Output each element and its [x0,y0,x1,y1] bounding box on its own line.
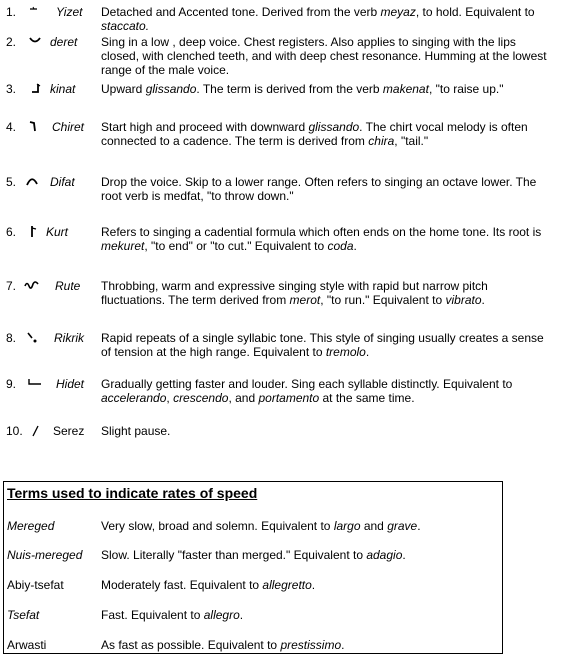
term-name: deret [50,35,78,49]
speed-term-description: Fast. Equivalent to allegro. [101,608,244,622]
hook-down-icon [26,120,42,134]
hook-up-icon [28,82,44,96]
term-description: Slight pause. [101,424,171,438]
speed-terms-box [3,481,503,654]
term-number: 1. [6,5,17,19]
dash-mark-icon [28,5,44,19]
wave-mark-icon [24,279,40,293]
tick-line-icon [26,377,42,391]
term-description: Throbbing, warm and expressive singing style with rapid but narrow pitch fluctuations. The term derived from merot, "to run." Equivalent to vibrato. [101,279,488,307]
term-name: Rikrik [54,331,84,345]
term-description: Start high and proceed with downward glissando. The chirt vocal melody is often connected to a cadence. The term is derived from chira, "tail." [101,120,528,148]
speed-term-description: Very slow, broad and solemn. Equivalent to largo and grave. [101,519,421,533]
flag-mark-icon [27,225,43,239]
speed-terms-title: Terms used to indicate rates of speed [7,485,258,501]
term-description: Gradually getting faster and louder. Sing each syllable distinctly. Equivalent to accelerando, crescendo, and portamento at the same time. [101,377,513,405]
term-name: Kurt [46,225,69,239]
term-number: 3. [6,82,17,96]
term-description: Upward glissando. The term is derived from the verb makenat, "to raise up." [101,82,504,96]
term-name: Difat [50,175,75,189]
arc-mark-icon [25,175,41,189]
term-number: 5. [6,175,17,189]
slash-mark-icon [29,424,45,438]
speed-term-description: Slow. Literally "faster than merged." Equivalent to adagio. [101,548,406,562]
speed-term-name: Nuis-mereged [7,548,83,562]
term-description: Sing in a low , deep voice. Chest registers. Also applies to singing with the lips closed, with clenched teeth, and with deep chest resonance. Humming at the lowest range of the male voice. [101,35,547,77]
term-name: Rute [55,279,81,293]
term-number: 8. [6,331,17,345]
term-description: Detached and Accented tone. Derived from the verb meyaz, to hold. Equivalent to staccato. [101,5,535,33]
term-number: 6. [6,225,17,239]
speed-term-name: Arwasti [7,638,47,652]
term-name: Yizet [56,5,83,19]
term-number: 7. [6,279,17,293]
term-number: 9. [6,377,17,391]
speed-term-description: Moderately fast. Equivalent to allegretto. [101,578,316,592]
term-description: Drop the voice. Skip to a lower range. Often refers to singing an octave lower. The root verb is medfat, "to throw down." [101,175,537,203]
speed-term-name: Abiy-tsefat [7,578,64,592]
term-name: Serez [53,424,85,438]
term-number: 10. [6,424,23,438]
speed-term-name: Mereged [7,519,55,533]
term-description: Rapid repeats of a single syllabic tone. This style of singing usually creates a sense of tension at the high range. Equivalent to tremolo. [101,331,544,359]
term-number: 4. [6,120,17,134]
speed-term-name: Tsefat [7,608,40,622]
term-name: Hidet [56,377,85,391]
term-name: Chiret [52,120,85,134]
term-description: Refers to singing a cadential formula which often ends on the home tone. Its root is mekuret, "to end" or "to cut." Equivalent to coda. [101,225,542,253]
dots-mark-icon [25,331,41,345]
speed-term-description: As fast as possible. Equivalent to prestissimo. [101,638,345,652]
term-number: 2. [6,35,17,49]
term-name: kinat [50,82,76,96]
cup-mark-icon [28,35,44,49]
